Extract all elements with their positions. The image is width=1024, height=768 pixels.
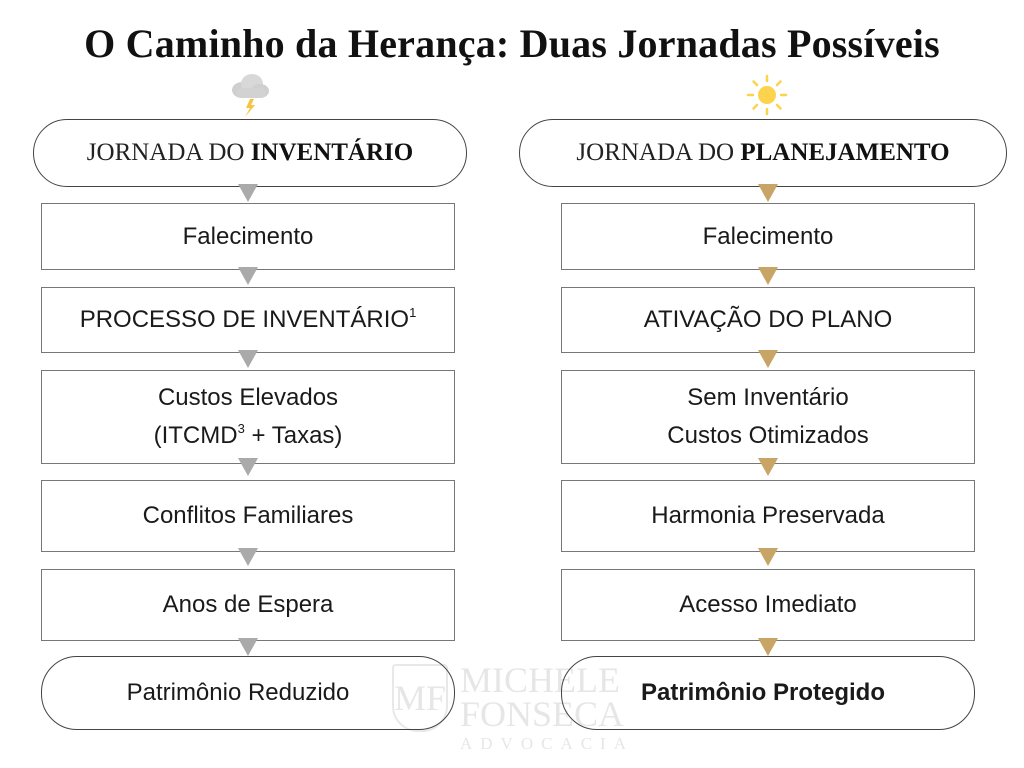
watermark-line1: MICHELE xyxy=(460,660,620,700)
left-step-custos-elevados: Custos Elevados ($ITCMD^3$ + Taxas) xyxy=(41,370,455,464)
header-bold: PLANEJAMENTO xyxy=(740,139,950,166)
arrow-down-icon xyxy=(238,548,258,566)
inventory-journey-header xyxy=(33,119,467,187)
monogram-crest-icon: MF xyxy=(392,664,448,732)
page-title: O Caminho da Herança: Duas Jornadas Possíveis xyxy=(84,21,940,66)
arrow-down-icon xyxy=(238,184,258,202)
right-result-patrimonio-protegido: Patrimônio Protegido xyxy=(561,656,975,730)
right-step-acesso-imediato: Acesso Imediato xyxy=(561,569,975,641)
left-result-patrimonio-reduzido: Patrimônio Reduzido xyxy=(41,656,455,730)
right-step-sem-inventario: Sem Inventário Custos Otimizados xyxy=(561,370,975,464)
planning-journey-header xyxy=(519,119,1007,187)
storm-cloud-icon xyxy=(226,70,274,118)
left-step-falecimento: Falecimento xyxy=(41,203,455,270)
watermark-line2: FONSECA xyxy=(460,694,625,734)
arrow-down-icon xyxy=(238,638,258,656)
header-bold: INVENTÁRIO xyxy=(250,139,414,166)
left-step-anos-espera: Anos de Espera xyxy=(41,569,455,641)
right-step-harmonia: Harmonia Preservada xyxy=(561,480,975,552)
arrow-down-icon xyxy=(758,350,778,368)
arrow-down-icon xyxy=(238,267,258,285)
arrow-down-icon xyxy=(758,267,778,285)
watermark-line3: ADVOCACIA xyxy=(460,734,634,753)
left-step-conflitos: Conflitos Familiares xyxy=(41,480,455,552)
arrow-down-icon xyxy=(758,548,778,566)
left-step-processo-inventario: PROCESSO DE INVENTÁRIO$^1$ xyxy=(41,287,455,353)
arrow-down-icon xyxy=(758,184,778,202)
right-step-ativacao-plano: ATIVAÇÃO DO PLANO xyxy=(561,287,975,353)
arrow-down-icon xyxy=(238,350,258,368)
arrow-down-icon xyxy=(758,638,778,656)
right-step-falecimento: Falecimento xyxy=(561,203,975,270)
header-prefix: JORNADA DO xyxy=(576,139,741,166)
arrow-down-icon xyxy=(758,458,778,476)
arrow-down-icon xyxy=(238,458,258,476)
sun-icon xyxy=(745,73,789,117)
header-prefix: JORNADA DO xyxy=(86,139,251,166)
